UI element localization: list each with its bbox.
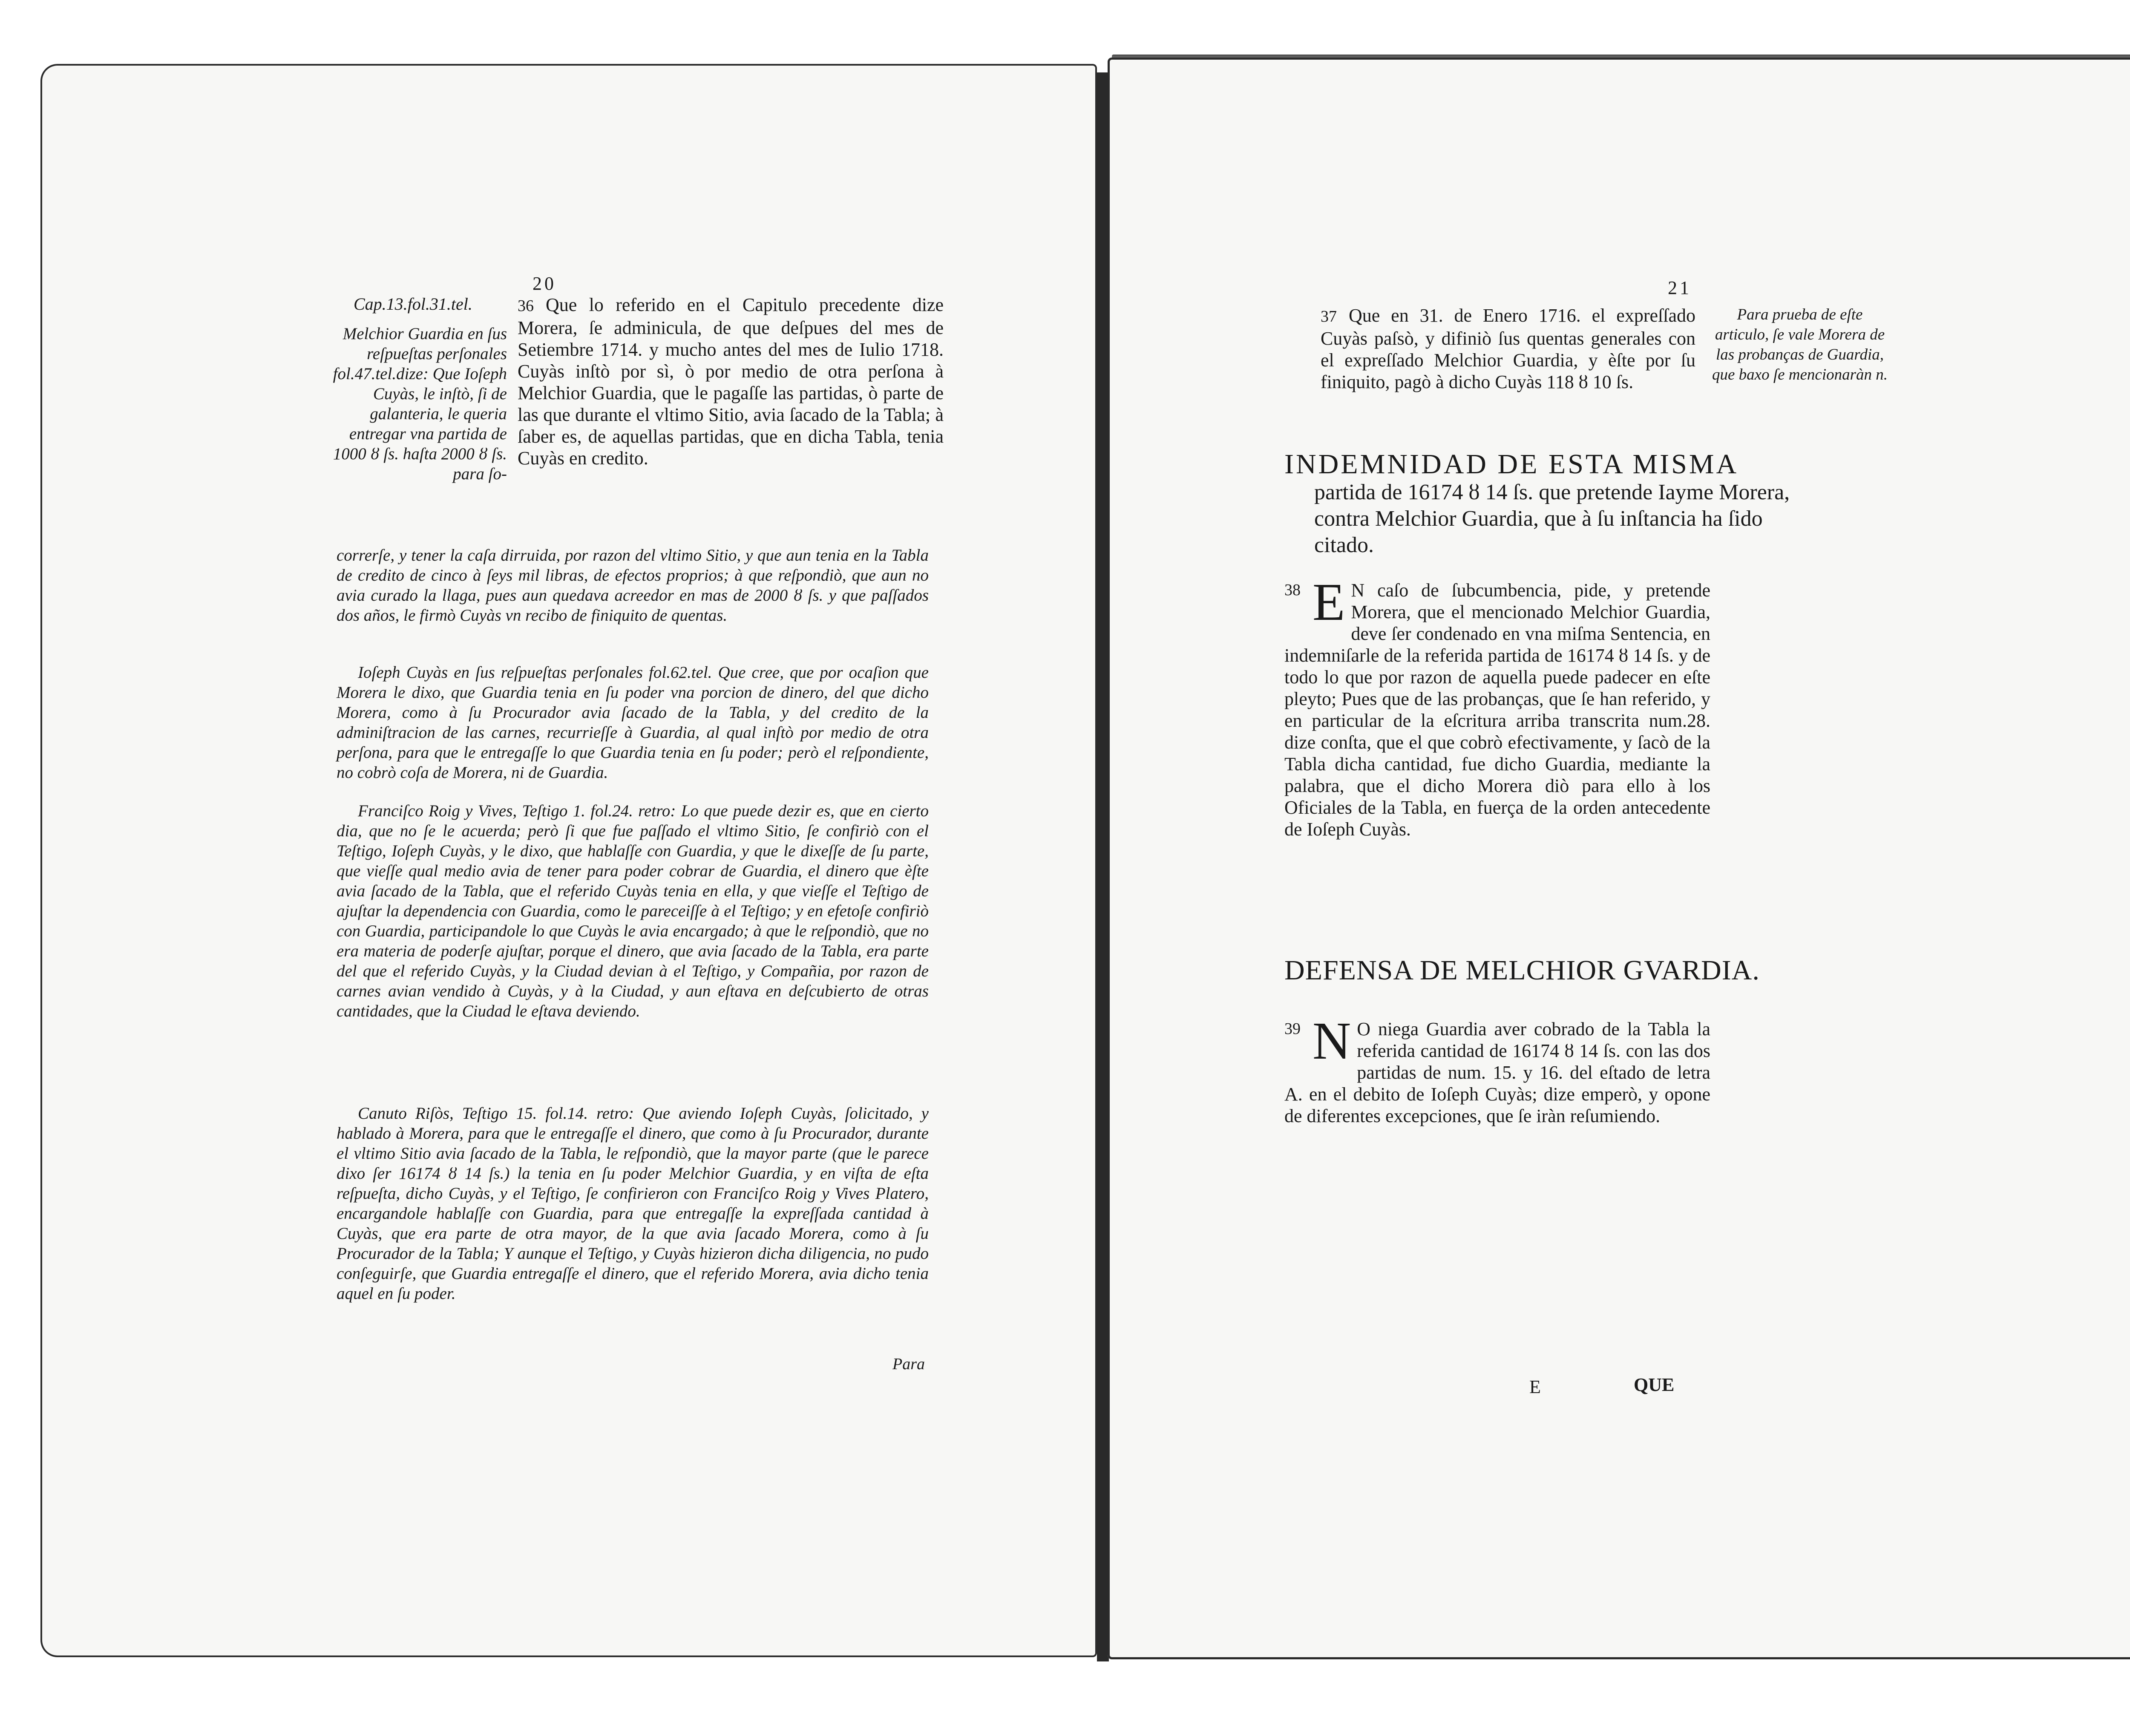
paragraph-number: 36 xyxy=(518,297,534,315)
quoted-testimony-roig: Franciſco Roig y Vives, Teſtigo 1. fol.24. retro: Lo que puede dezir es, que en cierto dia, que no ſe le acuerda; però ſi que fue paſſado el vltimo Sitio, ſe confiriò con el Teſtigo, Ioſeph Cuyàs, y le dixo, que hablaſſe con Guardia, y que le dixeſſe de ſu parte, que vieſſe qual medio avia de tener para poder cobrar de Guardia, el dinero que èſte avia ſacado de la Tabla, que el referido Cuyàs tenia en ella, y que vieſſe el Teſtigo de ajuſtar la dependencia con Guardia, como le pareceiſſe à el Teſtigo; y en efetoſe confiriò con Guardia, participandole lo que Cuyàs le avia encargado; à que le reſpondiò, que no era materia de poderſe ajuſtar, porque el dinero, que avia ſacado de la Tabla, era parte del que el referido Cuyàs, y la Ciudad devian à el Teſtigo, y Compañia, por razon de carnes avian vendido à Cuyàs, y à la Ciudad, y aun eſtava en deſcubierto de otras cantidades, que la Ciudad le eſtava deviendo. xyxy=(337,802,929,1020)
paragraph-37 xyxy=(1321,305,1695,393)
catchword: QUE xyxy=(1634,1374,1675,1395)
paragraph-text: Que lo referido en el Capitulo precedente dize Morera, ſe adminicula, de que deſpues del mes de Setiembre 1714. y mucho antes del mes de Iulio 1718. Cuyàs inſtò por sì, ò por medio de otra perſona à Melchior Guardia, que le pagaſſe las partidas, ò parte de las que durante el vltimo Sitio, avia ſacado de la Tabla; à ſaber es, de aquellas partidas, que en dicha Tabla, tenia Cuyàs en credito. xyxy=(518,294,944,469)
quoted-testimony-risos: Canuto Riſòs, Teſtigo 15. fol.14. retro: Que aviendo Ioſeph Cuyàs, ſolicitado, y hablado à Morera, para que le entregaſſe el dinero, que como à ſu Procurador, durante el vltimo Sitio avia ſacado de la Tabla, le reſpondiò, que la mayor parte (que le parece dixo ſer 16174 ȣ 14 ſs.) la tenia en ſu poder Melchior Guardia, y en viſta de eſta reſpueſta, dicho Cuyàs, y el Teſtigo, ſe confirieron con Franciſco Roig y Vives Platero, encargandole hablaſſe con Guardia, para que entregaſſe la expreſſada cantidad à Cuyàs, que era parte de otra mayor, de la que avia ſacado Morera, como à ſu Procurador de la Tabla; Y aunque el Teſtigo, y Cuyàs hizieron dicha diligencia, no pudo conſeguirſe, que Guardia entregaſſe el dinero, que el referido Morera, avia dicho tenia aquel en ſu poder. xyxy=(337,1104,929,1303)
paragraph-39 xyxy=(1284,1012,1710,1127)
paragraph-number: 38 xyxy=(1284,581,1301,599)
signature-mark: E xyxy=(1529,1376,1541,1397)
margin-note: Para prueba de eſte articulo, ſe vale Morera de las probanças de Guardia, que baxo ſe mencionaràn n. xyxy=(1712,306,1888,383)
catchword: Para xyxy=(892,1355,925,1373)
page-number: 21 xyxy=(1668,277,1692,298)
paragraph-36 xyxy=(518,294,944,469)
section-subheading: partida de 16174 ȣ 14 ſs. que pretende Iayme Morera, contra Melchior Guardia, que à ſu inſtancia ha ſido citado. xyxy=(1314,480,1790,557)
paragraph-text: O niega Guardia aver cobrado de la Tabla la referida cantidad de 16174 ȣ 14 ſs. con las dos partidas de num. 15. y 16. del eſtado de letra A. en el debito de Ioſeph Cuyàs; dize emperò, y opone de diferentes excepciones, que ſe iràn reſumiendo. xyxy=(1284,1019,1710,1126)
section-heading-indemnity: INDEMNIDAD DE ESTA MISMA xyxy=(1284,449,1739,480)
paragraph-number: 39 xyxy=(1284,1020,1301,1038)
quoted-testimony-cuyas: Ioſeph Cuyàs en ſus reſpueſtas perſonales fol.62.tel. Que cree, que por ocaſion que Morera le dixo, que Guardia tenia en ſu poder vna porcion de dinero, del que dicho Morera, como à ſu Procurador avia ſacado de la Tabla, y del credito de la adminiſtracion de las carnes, recurrieſſe à Guardia, al qual inſtò por medio de otra perſona, para que le entregaſſe lo que Guardia tenia en ſu poder; però el reſpondiente, no cobrò coſa de Morera, ni de Guardia. xyxy=(337,663,929,782)
book-spine xyxy=(1097,72,1109,1661)
paragraph-text: Que en 31. de Enero 1716. el expreſſado Cuyàs paſsò, y difiniò ſus quentas generales con el expreſſado Melchior Guardia, y èſte por ſu finiquito, pagò à dicho Cuyàs 118 ȣ 10 ſs. xyxy=(1321,305,1695,392)
margin-reference: Cap.13.fol.31.tel. xyxy=(354,294,472,314)
quoted-testimony-guardia: correrſe, y tener la caſa dirruida, por razon del vltimo Sitio, y que aun tenia en la Tabla de credito de cinco à ſeys mil libras, de efectos proprios; à que reſpondiò, que aun no avia curado la llaga, pues aun quedava acreedor en mas de 2000 ȣ ſs. y que paſſados dos años, le firmò Cuyàs vn recibo de finiquito de quentas. xyxy=(337,546,929,625)
drop-capital: N xyxy=(1313,1012,1351,1071)
page-number: 20 xyxy=(532,273,556,294)
section-heading-defense: DEFENSA DE MELCHIOR GVARDIA. xyxy=(1284,955,1760,986)
drop-capital: E xyxy=(1313,573,1345,632)
paragraph-38 xyxy=(1284,573,1710,840)
margin-note: Melchior Guardia en ſus reſpueſtas perſonales fol.47.tel.dize: Que Ioſeph Cuyàs, le inſtò, ſi de galanteria, le queria entregar vna partida de 1000 ȣ ſs. haſta 2000 ȣ ſs. para ſo- xyxy=(333,325,507,483)
right-page xyxy=(1108,58,2130,1659)
paragraph-number: 37 xyxy=(1321,308,1337,325)
paragraph-text: N caſo de ſubcumbencia, pide, y pretende Morera, que el mencionado Melchior Guardia, deve ſer condenado en vna miſma Sentencia, en indemniſarle de la referida partida de 16174 ȣ 14 ſs. y de todo lo que por razon de aquella puede padecer en eſte pleyto; Pues que de las probanças, que ſe han referido, y en particular de la eſcritura arriba transcrita num.28. dize conſta, que el que cobrò efectivamente, y ſacò de la Tabla dicha cantidad, fue dicho Guardia, mediante la palabra, que el dicho Morera diò para ello à los Oficiales de la Tabla, en fuerça de la orden antecedente de Ioſeph Cuyàs. xyxy=(1284,580,1710,840)
